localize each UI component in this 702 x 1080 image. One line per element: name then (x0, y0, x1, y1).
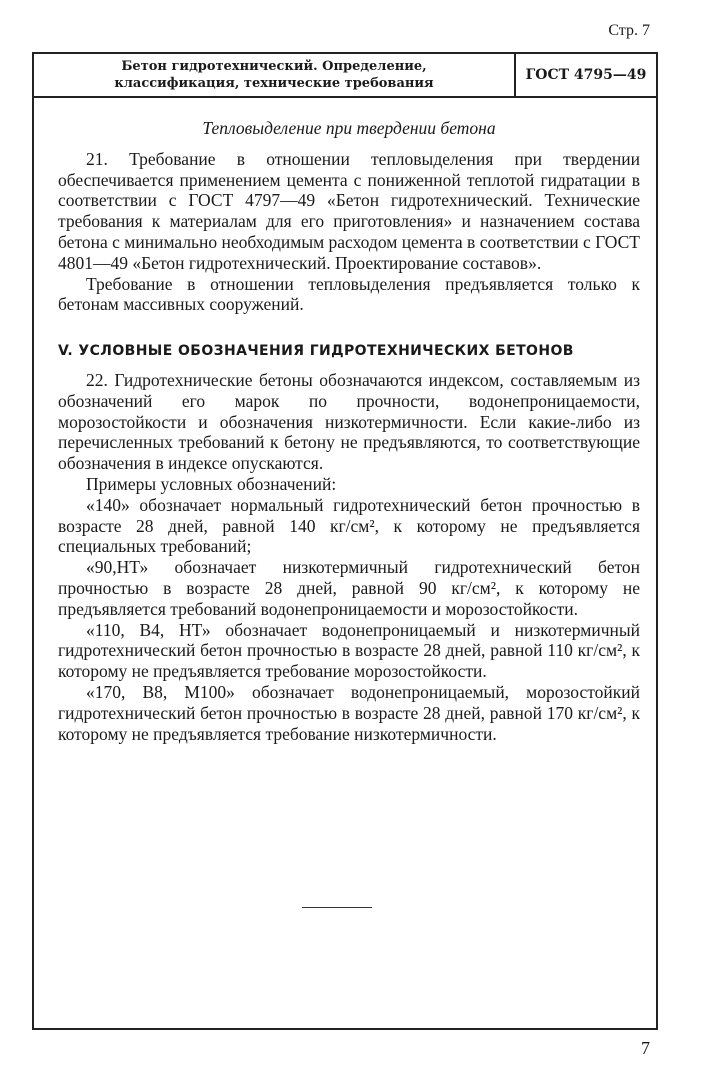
closing-rule (302, 907, 372, 908)
paragraph-22: 22. Гидротехнические бетоны обозначаются индексом, составляемым из обозначений его марок по прочности, водонепроницаемости, морозостойкости и обозначения низкотермичности. Если какие-либо из перечисленных требований к бетону не предъявляются, то соответствующие обозначения в индексе опускаются. (58, 369, 640, 474)
examples-intro: Примеры условных обозначений: (86, 473, 337, 494)
paragraph-heat-note: Требование в отношении тепловыделения предъявляется только к бетонам массивных сооружений. (58, 273, 640, 315)
header-title (34, 54, 516, 96)
standard-code: ГОСТ 4795—49 (525, 67, 647, 83)
example-140: «140» обозначает нормальный гидротехнический бетон прочностью в возрасте 28 дней, равной 140 кг/см², к которому не предъявляется специальных требований; (58, 494, 640, 557)
page-number: 7 (641, 1038, 650, 1058)
document-body (58, 118, 640, 744)
subsection-title: Тепловыделение при твердении бетона (202, 118, 496, 138)
example-170-v8-m100: «170, В8, М100» обозначает водонепроницаемый, морозостойкий гидротехнический бетон прочностью в возрасте 28 дней, равной 170 кг/см², к которому не предъявляется требование низкотермичности. (58, 681, 640, 744)
example-90-nt: «90,НТ» обозначает низкотермичный гидротехнический бетон прочностью в возрасте 28 дней, равной 90 кг/см², к которому не предъявляется требований водонепроницаемости и морозостойкости. (58, 557, 640, 619)
section-title: V. УСЛОВНЫЕ ОБОЗНАЧЕНИЯ ГИДРОТЕХНИЧЕСКИХ БЕТОНОВ (58, 343, 574, 360)
example-110-v4-nt: «110, В4, НТ» обозначает водонепроницаемый и низкотермичный гидротехнический бетон прочностью в возрасте 28 дней, равной 110 кг/см², к которому не предъявляется требование морозостойкости. (58, 619, 640, 682)
header-title-line-1: Бетон гидротехнический. Определение, (121, 59, 427, 74)
header-title-line-2: классификация, технические требования (114, 76, 434, 91)
paragraph-21: 21. Требование в отношении тепловыделения при твердении обеспечивается применением цемента с пониженной теплотой гидратации в соответствии с ГОСТ 4797—49 «Бетон гидротехнический. Технические требования к материалам для его приготовления» и назначением состава бетона с минимально необходимым расходом цемента в соответствии с ГОСТ 4801—49 «Бетон гидротехнический. Проектирование составов». (58, 148, 640, 273)
document-header (32, 52, 658, 98)
page-label: Стр. 7 (608, 22, 650, 39)
